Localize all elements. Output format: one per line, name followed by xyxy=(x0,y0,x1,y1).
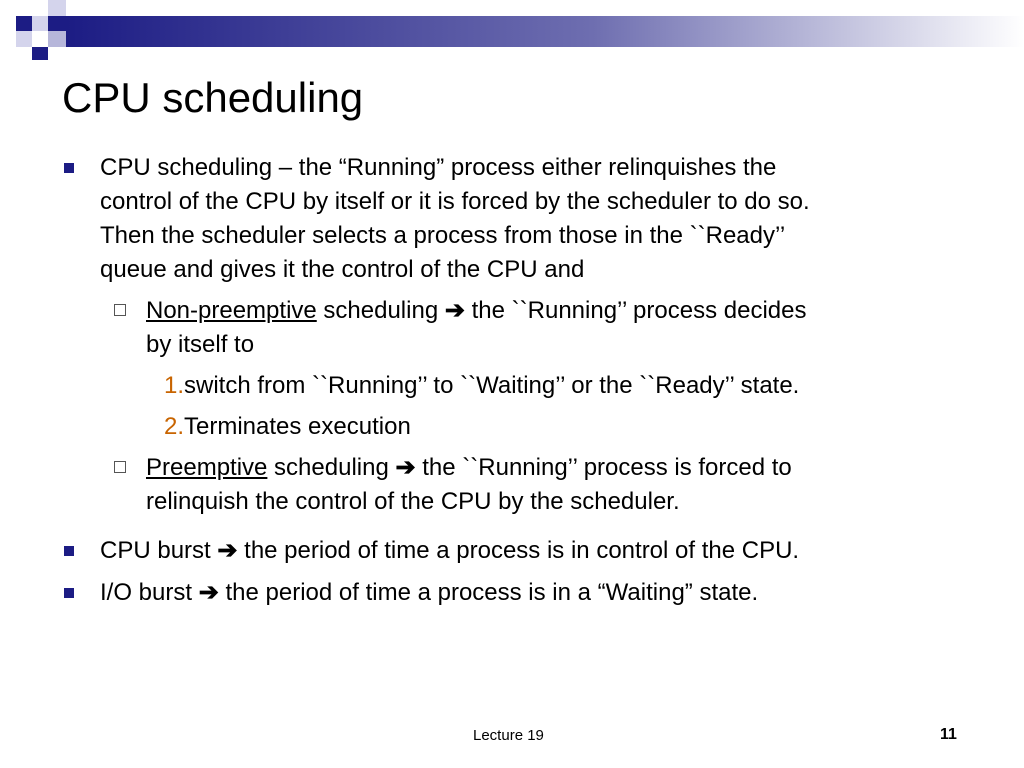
deco-square xyxy=(16,16,32,31)
slide-title: CPU scheduling xyxy=(62,74,364,121)
square-bullet-icon xyxy=(64,588,74,598)
text-line xyxy=(146,451,946,485)
numbered-item-1 xyxy=(164,369,964,403)
term-preemptive: Preemptive xyxy=(146,454,268,481)
deco-square xyxy=(16,47,32,60)
deco-square xyxy=(32,31,48,47)
sub-item-preemptive xyxy=(146,451,946,519)
right-arrow-icon: ➔ xyxy=(444,297,465,324)
square-bullet-icon xyxy=(64,546,74,556)
bullet-item-io-burst xyxy=(100,576,960,610)
item-number: 1. xyxy=(164,372,185,399)
text-line: by itself to xyxy=(146,331,255,358)
right-arrow-icon: ➔ xyxy=(217,537,238,564)
text-line: control of the CPU by itself or it is forced by the scheduler to do so. xyxy=(100,188,810,215)
text-line: queue and gives it the control of the CPU and xyxy=(100,256,585,283)
bullet-item-cpu-burst xyxy=(100,534,960,568)
text-fragment: scheduling xyxy=(316,297,445,324)
right-arrow-icon: ➔ xyxy=(198,579,219,606)
item-text: switch from ``Running’’ to ``Waiting’’ or the ``Ready’’ state. xyxy=(184,372,800,399)
hollow-square-bullet-icon xyxy=(114,304,126,316)
text-fragment: scheduling xyxy=(267,454,396,481)
bullet-item-cpu-scheduling xyxy=(100,151,960,287)
text-line: Then the scheduler selects a process from those in the ``Ready’’ xyxy=(100,222,786,249)
deco-square xyxy=(32,16,48,31)
text-line xyxy=(146,294,946,328)
deco-square xyxy=(48,16,66,31)
text-fragment: the period of time a process is in a “Waiting” state. xyxy=(218,579,759,606)
header-decoration xyxy=(0,0,1024,60)
text-fragment: CPU burst xyxy=(100,537,218,564)
deco-square xyxy=(48,0,66,16)
text-line xyxy=(100,576,960,610)
text-fragment: the ``Running’’ process decides xyxy=(464,297,807,324)
text-fragment: the period of time a process is in control of the CPU. xyxy=(237,537,800,564)
text-line: CPU scheduling – the “Running” process either relinquishes the xyxy=(100,154,777,181)
text-line xyxy=(100,534,960,568)
item-number: 2. xyxy=(164,413,185,440)
slide-page-number: 11 xyxy=(940,726,957,743)
deco-square xyxy=(32,47,48,60)
text-line: relinquish the control of the CPU by the scheduler. xyxy=(146,488,680,515)
item-text: Terminates execution xyxy=(184,413,411,440)
sub-item-non-preemptive xyxy=(146,294,946,362)
right-arrow-icon: ➔ xyxy=(395,454,416,481)
deco-square xyxy=(16,31,32,47)
deco-square xyxy=(48,31,66,47)
hollow-square-bullet-icon xyxy=(114,461,126,473)
numbered-item-2 xyxy=(164,410,964,444)
footer-lecture-label: Lecture 19 xyxy=(473,727,544,744)
text-fragment: the ``Running’’ process is forced to xyxy=(415,454,792,481)
term-non-preemptive: Non-preemptive xyxy=(146,297,317,324)
header-gradient-bar xyxy=(66,16,1024,47)
text-fragment: I/O burst xyxy=(100,579,199,606)
square-bullet-icon xyxy=(64,163,74,173)
